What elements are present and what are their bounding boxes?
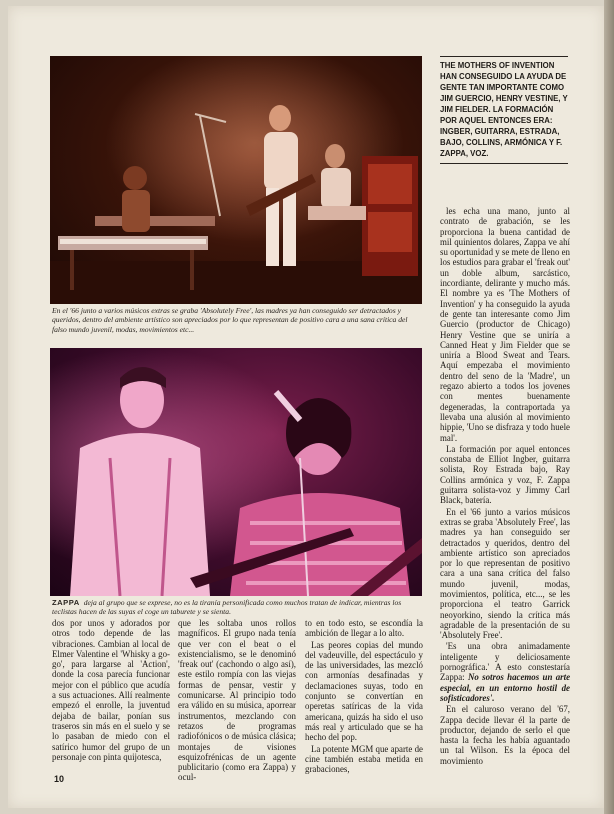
- paragraph: Las peores copias del mundo del vadeuville, del espectáculo y de las universidades, las mezcló con armonías desafinadas y declamaciones suyas, todo en conjunto se convertían en operetas satíricas de la vida americana, quizás ha sido el uso más real y articulado que se ha hecho del pop.: [305, 639, 423, 743]
- article-column-1: [52, 618, 170, 762]
- page-number: 10: [54, 774, 65, 784]
- paragraph: La potente MGM que aparte de cine también estaba metida en grabaciones,: [305, 743, 423, 775]
- photo-caption-2: [52, 598, 420, 617]
- concert-photo-musicians: [50, 348, 422, 596]
- quote-intro: 'Es una obra animadamente inteligente y deliciosamente pornográfica.' A esto constestaría Zappa:: [440, 641, 570, 683]
- concert-photo-stage-image: [50, 56, 422, 304]
- article-column-3: [305, 618, 423, 774]
- article-column-2: [178, 618, 296, 783]
- pull-quote: THE MOTHERS OF INVENTION HAN CONSEGUIDO LA AYUDA DE GENTE TAN IMPORTANTE COMO JIM GUERCIO, HENRY VESTINE, Y JIM FIELDER. LA FORMACIÓN POR AQUEL ENTONCES ERA: INGBER, GUITARRA, ESTRADA, BAJO, COLLINS, ARMÓNICA Y F. ZAPPA, VOZ.: [440, 56, 568, 164]
- paragraph: [440, 641, 570, 703]
- quote-emphasis: No sotros hacemos un arte especial, en un entorno hostil de sofisticadores'.: [440, 672, 571, 703]
- caption-text: deja al grupo que se exprese, no es la tiranía personificada como muchos tratan de indicar, mientras los teclistas hacen de las suyas el coge un taburete y se sienta.: [52, 598, 402, 617]
- concert-photo-musicians-image: [50, 348, 422, 596]
- paragraph: En el caluroso verano del '67, Zappa decide llevar él la parte de productor, dejando de serlo el que hasta la fecha les había aguantado un tal Wilson. Es la época del movimiento: [440, 704, 570, 766]
- paragraph: En el '66 junto a varios músicos extras se graba 'Absolutely Free', las madres ya han conseguido ser detractados y queridos, dentro del ambiente artístico son apreciados por lo que representan de positivo cara a una sana crítica del falso mundo juvenil, modas, movimientos, política, etc..., se les proporciona el teatro Garrick neoyorkino, siendo la crítica más agradable de la presentación de su 'Absolutely Free'.: [440, 506, 570, 641]
- photo-caption-1: En el '66 junto a varios músicos extras se graba 'Absolutely Free', las madres ya han conseguido ser detractados y queridos, dentro del ambiente artístico son apreciados por lo que representan de positivo cara a una sana crítica del falso mundo juvenil, modas, movimientos etc...: [52, 306, 408, 334]
- caption-lead: ZAPPA: [52, 598, 80, 607]
- paragraph: les echa una mano, junto al contrato de grabación, se les proporciona la buena cantidad de mil quinientos dolares, Zappa ve ahí su oportunidad y se mete de lleno en los estudios para grabar el 'freak out' un doble album, sarcástico, incordiante, delirante y mucho más. El nombre ya es 'The Mothers of Invention' y ha conseguido la ayuda de gente tan interesante como Jim Guercio (productor de Chicago) Henry Vestine que se uniría a Canned Heat y Jim Fielder que se uniría a Blood Sweat and Tears. Aquí empezaba el movimiento dentro del seno de la 'Madre', un regazo abierto a todos los jovenes con mentes buenamente degeneradas, la contraportada ya llevaba una alusión al movimiento hippie, 'Uno se disfraza y todo huele mal'.: [440, 206, 570, 443]
- page-edge: [604, 0, 614, 814]
- article-right-column: [440, 206, 570, 766]
- paragraph: to en todo esto, se escondía la ambición de llegar a lo alto.: [305, 618, 423, 639]
- paragraph: dos por unos y adorados por otros todo depende de las vibraciones. Cambian al local de Elmer Valentine el 'Whisky a go-go', para largarse al 'Action', donde la cosa parecía funcionar mejor con el público que acudía a sus actuaciones. Allí realmente empezó el enrolle, la juventud dejaba de bailar, ponían sus traseros sin más en el suelo y se lo pasaban de miedo con el satírico humor del grupo de un personaje con pinta quijotesca,: [52, 618, 170, 762]
- paragraph: que les soltaba unos rollos magníficos. El grupo nada tenía que ver con el beat o el existencialismo, se le denominó 'freak out' (cachondo o algo así), este estilo rompía con las viejas formas de pensar, vestir y comunicarse. Al principio todo era válido en su música, aporrear instrumentos, mezclando con retazos de programas radiofónicos o de música clásica; montajes de visiones esquizofrénicas de un agente publicitario (como era Zappa) y ocul-: [178, 618, 296, 783]
- paragraph: La formación por aquel entonces constaba de Elliot Ingber, guitarra solista, Roy Estrada bajo, Ray Collins armónica y voz, F. Zappa guitarra solista-voz y Jimmy Carl Black, batería.: [440, 443, 570, 506]
- concert-photo-stage: [50, 56, 422, 304]
